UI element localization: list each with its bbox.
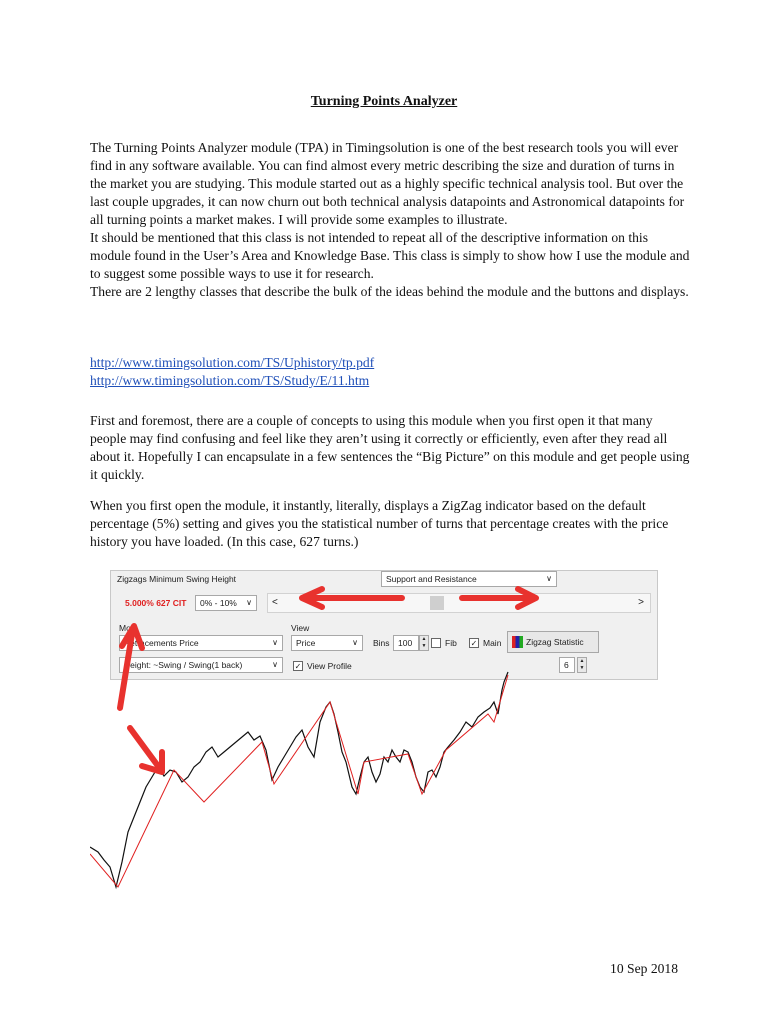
mode-select-value: Retracements Price <box>124 638 199 648</box>
zigzag-statistic-label: Zigzag Statistic <box>526 637 584 647</box>
arrow-up-icon <box>120 626 142 708</box>
chevron-down-icon: ∨ <box>246 598 252 607</box>
view-profile-checkbox[interactable]: ✓ <box>294 662 302 671</box>
page-title: Turning Points Analyzer <box>310 94 458 109</box>
view-profile-label: View Profile <box>307 661 352 671</box>
intro-paragraph-main: The Turning Points Analyzer module (TPA) in Timingsolution is one of the best research tools you will ever find in any software available. You can find almost every metric describing the size and duration of turns in the market you are studying. This module started out as a highly specific technical analysis tool. But over the last couple upgrades, it can now churn out both technical analysis datapoints and Astronomical datapoints for all turning points a market makes. I will provide some examples to illustrate. <box>90 140 685 227</box>
zigzag-line <box>90 675 508 887</box>
view-label: View <box>291 623 310 633</box>
scroll-left-icon[interactable]: < <box>272 597 278 608</box>
arrow-right-icon <box>462 589 536 607</box>
intro-paragraph <box>90 139 690 301</box>
intro-paragraph-note: It should be mentioned that this class is not intended to repeat all of the descriptive information on this module found in the User’s Area and Knowledge Base. This class is simply to show how I use the module and to suggest some possible ways to use it for research. <box>90 230 690 281</box>
tpa-screenshot <box>90 562 678 928</box>
arrow-diagonal-icon <box>130 728 162 772</box>
fib-label: Fib <box>445 638 457 648</box>
price-chart <box>90 562 678 928</box>
reference-links <box>90 354 374 390</box>
view-select-value: Price <box>296 638 316 648</box>
support-resistance-value: Support and Resistance <box>386 574 477 584</box>
sr-count-stepper[interactable]: ▲ ▼ <box>577 657 587 673</box>
zigzag-label: Zigzags Minimum Swing Height <box>117 574 237 584</box>
chevron-down-icon: ∨ <box>352 638 358 647</box>
chevron-down-icon: ∨ <box>272 660 278 669</box>
price-bars-series <box>90 672 508 887</box>
percent-range-value: 0% - 10% <box>200 598 237 608</box>
main-label: Main <box>483 638 502 648</box>
link-tp-pdf[interactable]: http://www.timingsolution.com/TS/Uphistory/tp.pdf <box>90 355 375 370</box>
bins-label: Bins <box>373 638 390 648</box>
link-study-htm[interactable]: http://www.timingsolution.com/TS/Study/E/11.htm <box>90 373 370 388</box>
module-open-paragraph: When you first open the module, it instantly, literally, displays a ZigZag indicator based on the default percentage (5%) setting and gives you the statistical number of turns that percentage creates with the price history you have loaded. (In this case, 627 turns.) <box>90 498 669 549</box>
concepts-paragraph: First and foremost, there are a couple of concepts to using this module when you first open it that many people may find confusing and feel like they aren’t using it correctly or efficiently, even after they read all about it. Hopefully I can encapsulate in a few sentences the “Big Picture” on this module and get people using it quickly. <box>90 413 690 482</box>
sr-count-input[interactable]: 6 <box>559 657 575 673</box>
chevron-down-icon: ∨ <box>272 638 278 647</box>
mode-label: Mo <box>119 623 131 633</box>
bins-stepper[interactable]: ▲ ▼ <box>419 635 429 651</box>
zigzag-value: 5.000% 627 CIT <box>125 598 187 608</box>
arrow-left-icon <box>302 589 402 607</box>
bins-input[interactable]: 100 <box>393 635 419 651</box>
main-checkbox[interactable]: ✓ <box>470 639 478 648</box>
document-date: 10 Sep 2018 <box>610 961 678 976</box>
scroll-right-icon[interactable]: > <box>638 597 644 608</box>
chevron-down-icon: ∨ <box>546 574 552 583</box>
height-select-value: Height: ~Swing / Swing(1 back) <box>124 660 243 670</box>
intro-paragraph-classes: There are 2 lengthy classes that describe the bulk of the ideas behind the module and the buttons and displays. <box>90 284 689 299</box>
